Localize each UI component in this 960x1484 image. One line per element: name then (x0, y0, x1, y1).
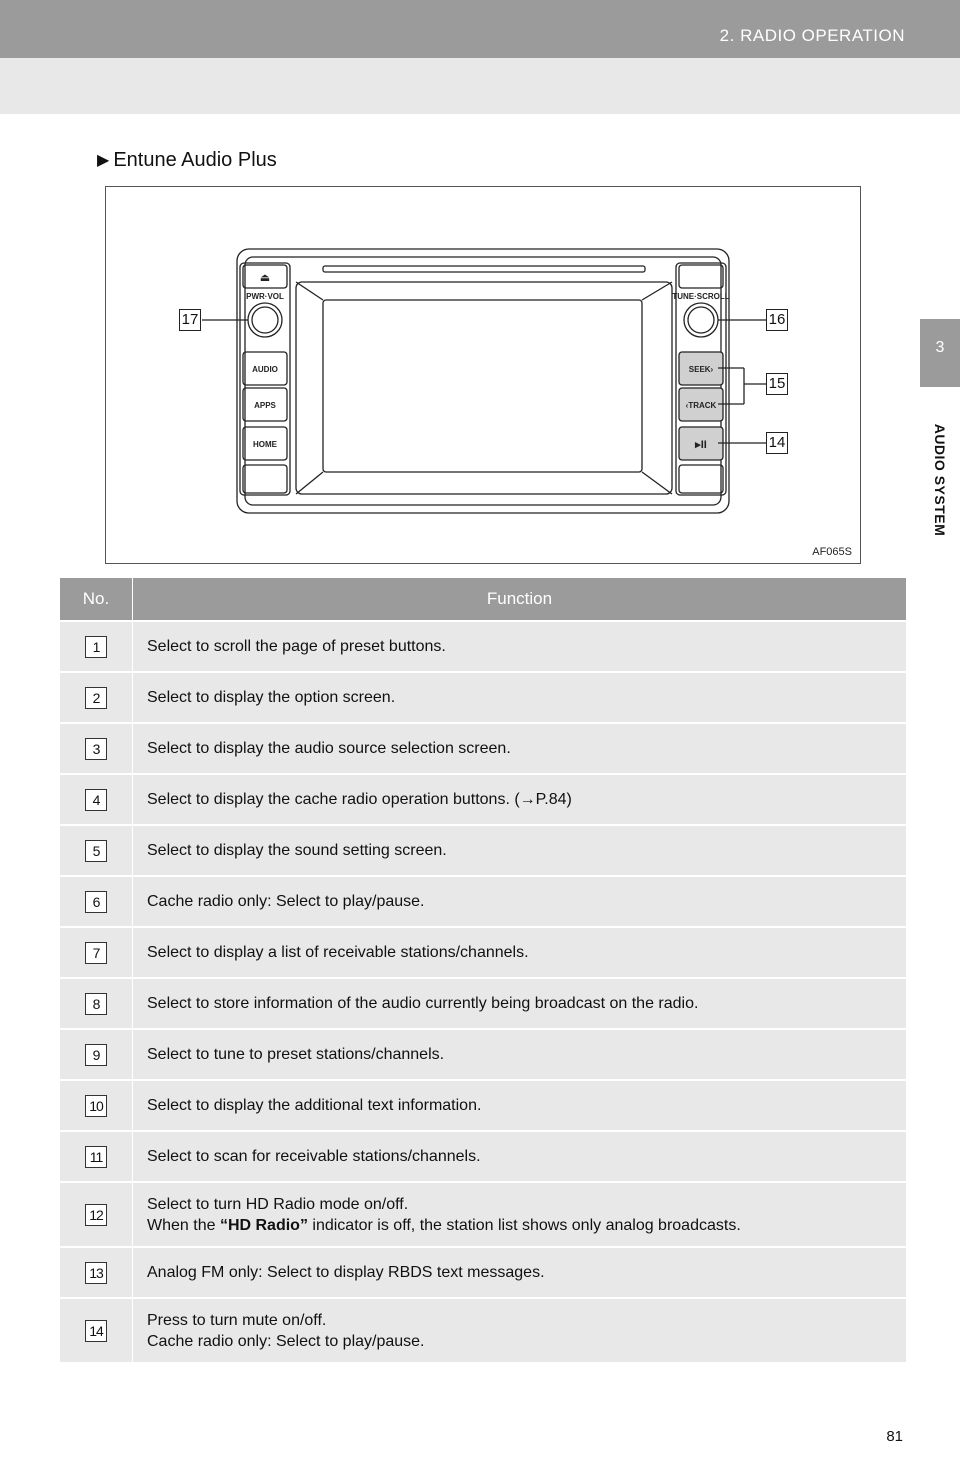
row-number: 12 (85, 1204, 107, 1226)
row-description: Select to display the option screen. (147, 689, 396, 706)
svg-text:⏏: ⏏ (259, 272, 271, 284)
tune-scroll-knob (684, 303, 718, 337)
disc-slot (323, 266, 645, 272)
table-row (60, 722, 906, 773)
row-description-line2-post: indicator is off, the station list shows only analog broadcasts. (307, 1216, 741, 1234)
track-label: ‹TRACK (685, 401, 717, 410)
section-title: 2. RADIO OPERATION (719, 26, 905, 45)
column-header-function: Function (133, 578, 906, 620)
head-unit-illustration (105, 186, 861, 564)
table-row (60, 1246, 906, 1297)
table-row (60, 671, 906, 722)
row-number: 1 (85, 636, 107, 658)
apps-label: APPS (254, 401, 276, 410)
row-number: 9 (85, 1044, 107, 1066)
callout-15: 15 (766, 373, 788, 395)
chapter-number: 3 (935, 339, 945, 356)
row-description: Select to display a list of receivable stations/channels. (147, 944, 529, 961)
hd-radio-indicator-name: “HD Radio” (219, 1216, 308, 1234)
row-description: Select to scan for receivable stations/channels. (147, 1148, 481, 1165)
phone-button (679, 265, 723, 288)
function-table (60, 578, 906, 1362)
table-row (60, 1079, 906, 1130)
play-pause-label: ▸II (695, 439, 707, 451)
row-description: Select to display the sound setting screen. (147, 842, 447, 859)
row-description: Analog FM only: Select to display RBDS text messages. (147, 1264, 545, 1281)
subsection-heading-text: Entune Audio Plus (113, 149, 277, 171)
row-description-line2: Cache radio only: Select to play/pause. (147, 1332, 425, 1350)
row-number: 7 (85, 942, 107, 964)
row-number: 8 (85, 993, 107, 1015)
callout-16: 16 (766, 309, 788, 331)
table-row (60, 1130, 906, 1181)
page-number: 81 (886, 1428, 903, 1445)
subsection-heading (97, 149, 277, 172)
column-header-no: No. (60, 578, 133, 620)
callout-14: 14 (766, 432, 788, 454)
figure-code: AF065S (812, 546, 852, 558)
row-number: 10 (85, 1095, 107, 1117)
row-number: 3 (85, 738, 107, 760)
row-description: Cache radio only: Select to play/pause. (147, 893, 425, 910)
table-row (60, 926, 906, 977)
triangle-bullet-icon: ▶ (97, 152, 110, 169)
row-description: Select to scroll the page of preset buttons. (147, 638, 446, 655)
display-screen (323, 300, 642, 472)
chapter-label (922, 400, 958, 560)
row-number: 2 (85, 687, 107, 709)
chapter-tab (920, 319, 960, 387)
table-header-row (60, 578, 906, 620)
chapter-label-text: AUDIO SYSTEM (932, 423, 948, 537)
table-row (60, 620, 906, 671)
table-row (60, 875, 906, 926)
row-description: Select to turn HD Radio mode on/off. (147, 1195, 409, 1213)
row-description: Select to store information of the audio currently being broadcast on the radio. (147, 995, 699, 1012)
table-row (60, 1028, 906, 1079)
row-number: 4 (85, 789, 107, 811)
seek-label: SEEK› (688, 365, 714, 374)
knob-right-label: TUNE·SCROLL (672, 292, 730, 301)
row-description: Press to turn mute on/off. (147, 1311, 327, 1329)
row-description: Select to display the additional text information. (147, 1097, 482, 1114)
table-row (60, 773, 906, 824)
row-number: 13 (85, 1262, 107, 1284)
row-number: 14 (85, 1320, 107, 1342)
callout-17: 17 (179, 309, 201, 331)
home-label: HOME (253, 440, 277, 449)
row-description: Select to display the audio source selection screen. (147, 740, 511, 757)
audio-label: AUDIO (252, 365, 278, 374)
row-number: 5 (85, 840, 107, 862)
knob-left-label: PWR·VOL (246, 292, 284, 301)
header-band-light (0, 58, 960, 114)
table-row (60, 824, 906, 875)
table-row (60, 977, 906, 1028)
table-row (60, 1297, 906, 1362)
row-description: Select to display the cache radio operation buttons. (→P.84) (147, 791, 572, 808)
row-number: 6 (85, 891, 107, 913)
head-unit-drawing (106, 187, 862, 565)
row-description: Select to tune to preset stations/channels. (147, 1046, 445, 1063)
pwr-vol-knob (248, 303, 282, 337)
unit-housing (237, 249, 729, 513)
row-description-line2-pre: When the (147, 1216, 220, 1234)
table-row (60, 1181, 906, 1246)
row-number: 11 (85, 1146, 107, 1168)
